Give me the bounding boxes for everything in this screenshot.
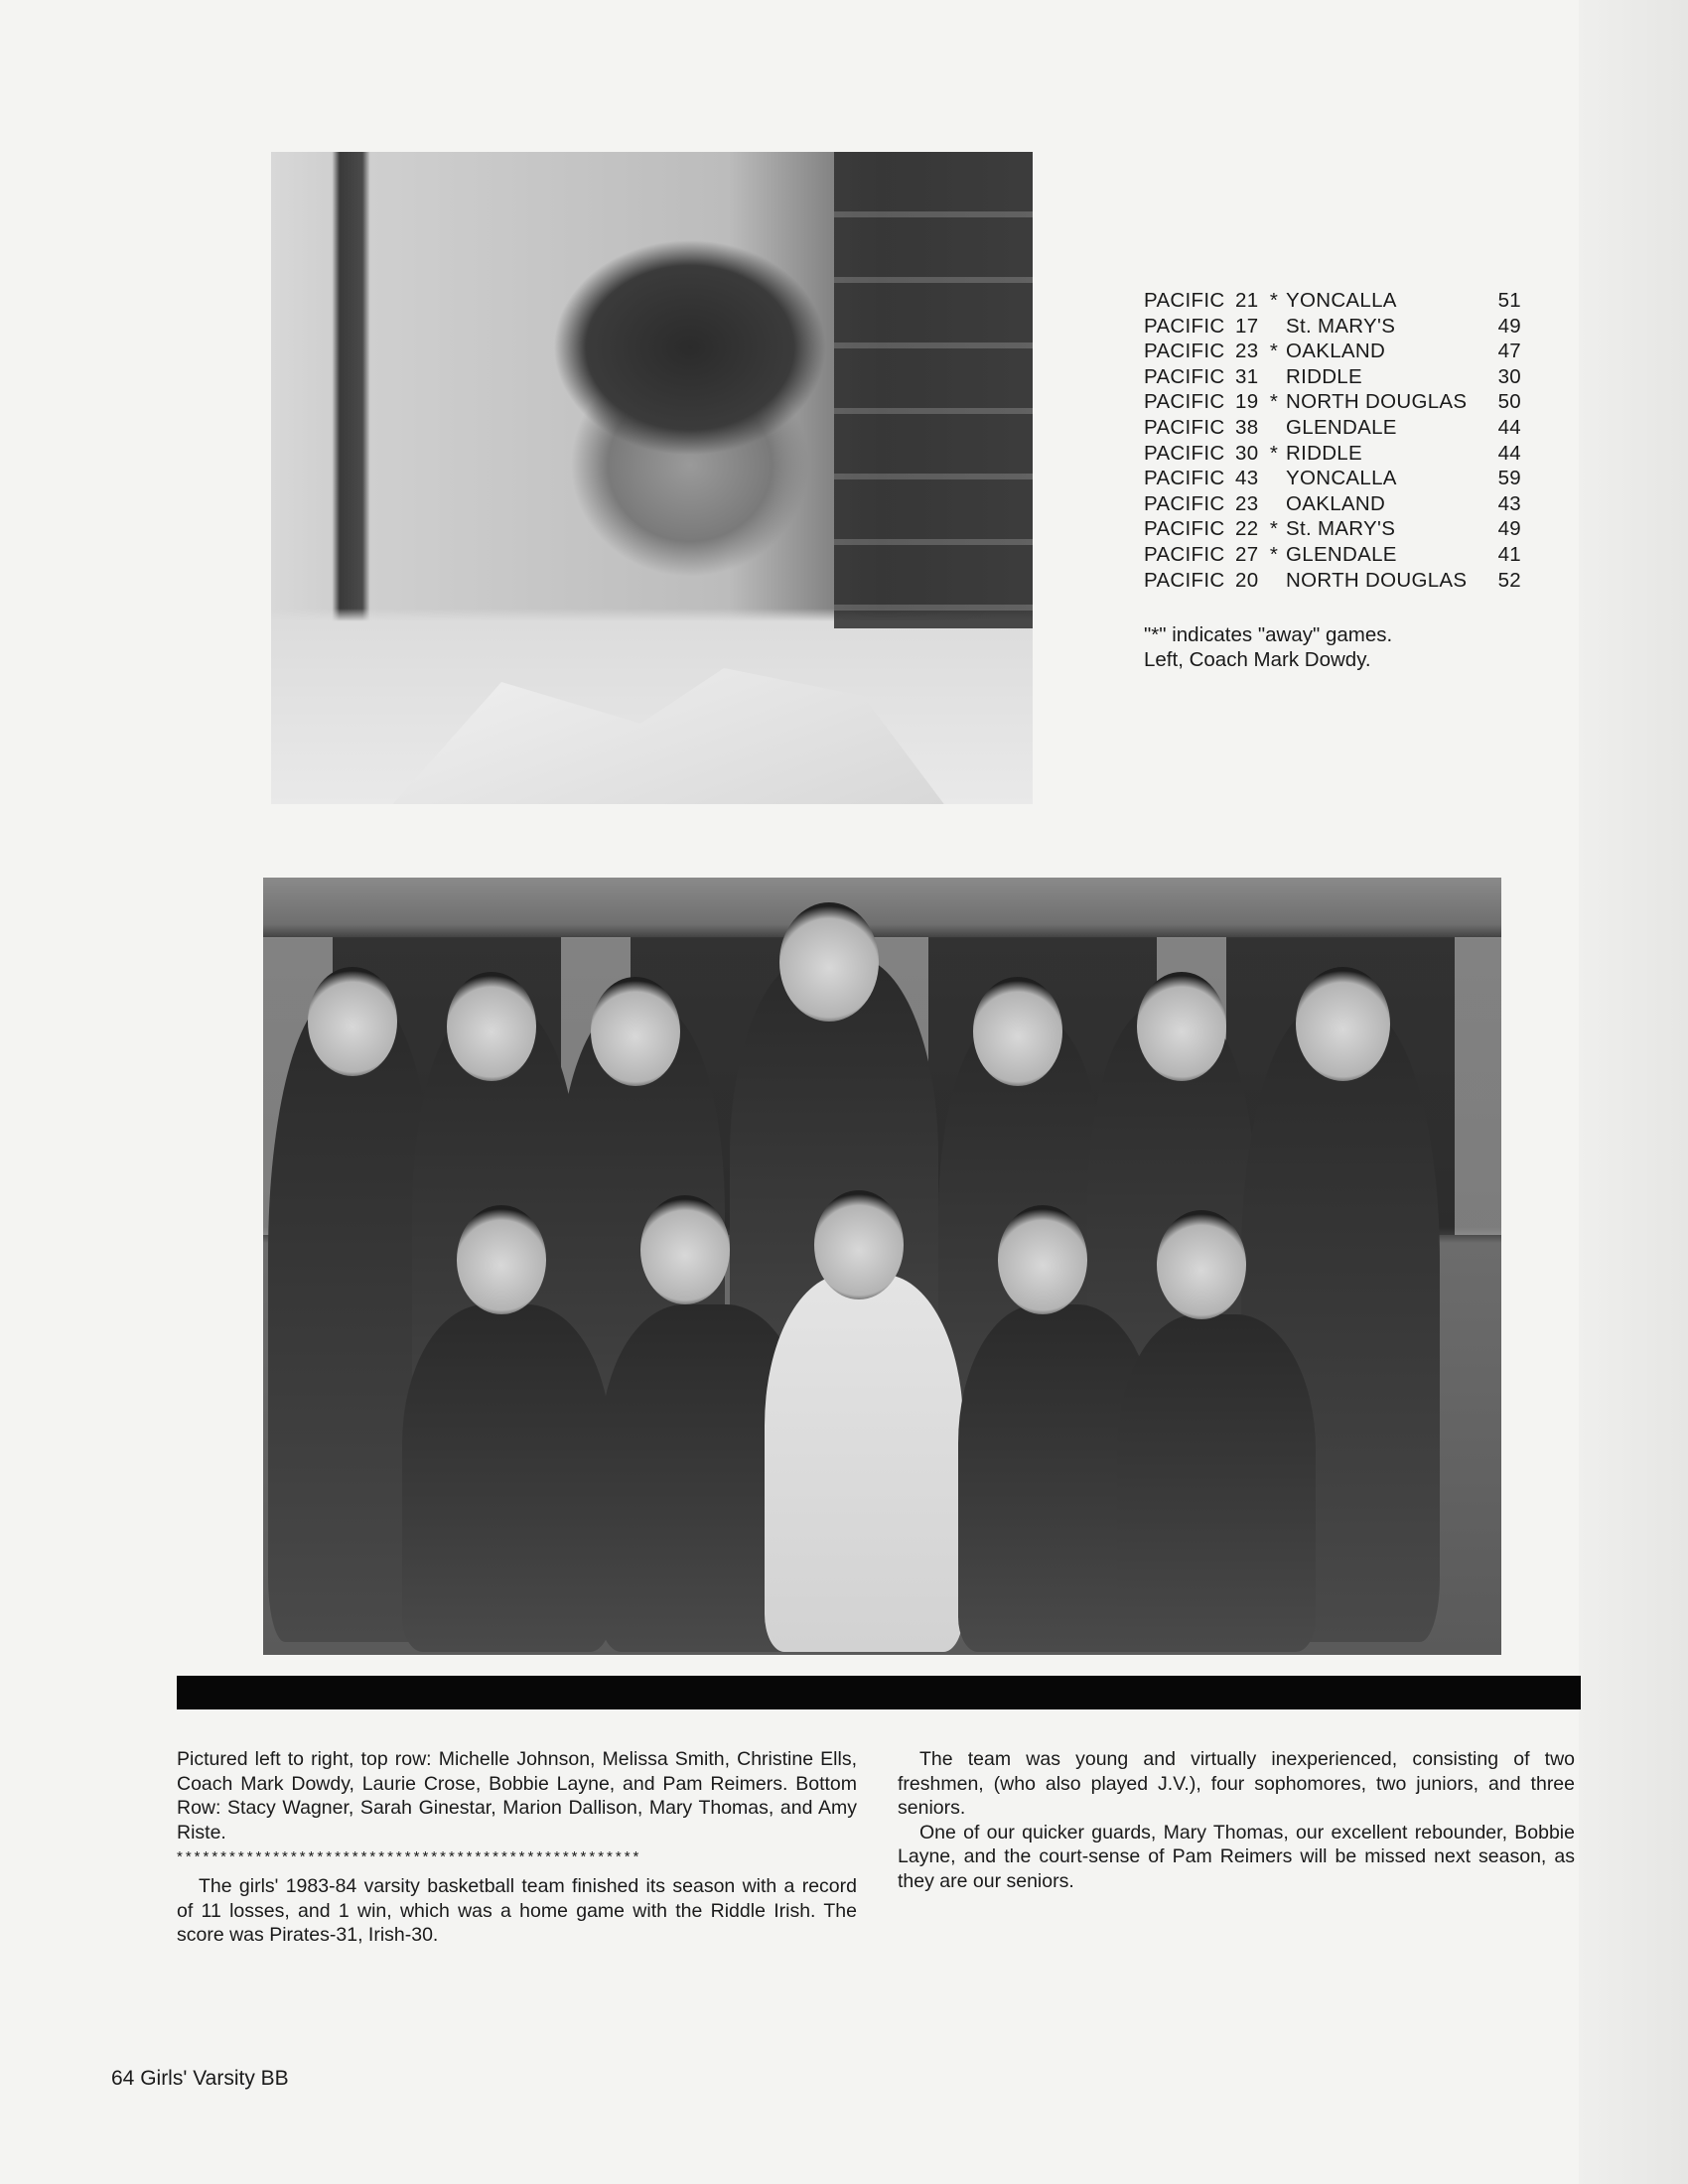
manager-face [814,1190,904,1299]
away-marker: * [1269,542,1279,566]
away-marker: * [1269,390,1279,414]
opponent-score: 51 [1497,289,1521,312]
schedule-legend [1144,622,1541,672]
article-paragraph: One of our quicker guards, Mary Thomas, our excellent rebounder, Bobbie Layne, and the court-sense of Pam Reimers will be missed next season, as they are our seniors. [898,1821,1575,1892]
section-divider-bar [177,1676,1581,1709]
bookshelf-background [834,152,1033,628]
school-name: PACIFIC [1144,415,1225,439]
schedule-row [1144,364,1521,390]
school-name: PACIFIC [1144,364,1225,388]
player-face [308,967,397,1076]
player-face [447,972,536,1081]
opponent-score: 52 [1497,568,1521,592]
pacific-score: 20 [1235,568,1259,592]
away-marker: * [1269,441,1279,465]
player-face [1157,1210,1246,1319]
schedule-row [1144,314,1521,340]
away-games-note: "*" indicates "away" games. [1144,623,1393,646]
school-name: PACIFIC [1144,289,1225,312]
article-paragraph: The girls' 1983-84 varsity basketball team finished its season with a record of 11 losses, and 1 win, which was a home game with the Riddle Irish. The score was Pirates-31, Irish-30. [177,1875,857,1946]
pacific-score: 27 [1235,542,1259,566]
opponent-score: 30 [1497,364,1521,388]
schedule-row [1144,441,1521,467]
left-text-column [177,1747,857,1948]
shirt-collar [390,668,946,804]
pacific-score: 23 [1235,340,1259,363]
coach-photo-caption: Left, Coach Mark Dowdy. [1144,648,1371,671]
player-face [973,977,1062,1086]
player-figure [1117,1314,1316,1652]
photo-caption: Pictured left to right, top row: Michelle Johnson, Melissa Smith, Christine Ells, Coach Mark Dowdy, Laurie Crose, Bobbie Layne, and Pam Reimers. Bottom Row: Stacy Wagner, Sarah Ginestar, Marion Dallison, Mary Thomas, and Amy Riste. [177,1748,857,1843]
manager-figure [765,1275,963,1652]
star-separator: ***************************************************** [177,1848,642,1865]
school-name: PACIFIC [1144,340,1225,363]
opponent-score: 49 [1497,314,1521,338]
school-name: PACIFIC [1144,390,1225,414]
opponent-score: 44 [1497,441,1521,465]
schedule-row [1144,389,1521,415]
school-name: PACIFIC [1144,441,1225,465]
pacific-score: 17 [1235,314,1259,338]
season-schedule [1144,288,1521,593]
player-face [1296,967,1390,1081]
page-edge-shadow [1579,0,1688,2184]
school-name: PACIFIC [1144,542,1225,566]
opponent-name: YONCALLA [1286,289,1397,312]
away-marker: * [1269,517,1279,541]
schedule-row [1144,516,1521,542]
opponent-score: 47 [1497,340,1521,363]
opponent-name: NORTH DOUGLAS [1286,390,1468,414]
right-text-column [898,1747,1575,1893]
opponent-name: RIDDLE [1286,441,1362,465]
coach-portrait-photo [271,152,1033,804]
article-paragraph: The team was young and virtually inexperienced, consisting of two freshmen, (who also played J.V.), four sophomores, two juniors, and three seniors. [898,1748,1575,1819]
school-name: PACIFIC [1144,491,1225,515]
opponent-score: 43 [1497,491,1521,515]
schedule-row [1144,568,1521,594]
opponent-score: 59 [1497,467,1521,490]
schedule-row [1144,339,1521,364]
pacific-score: 21 [1235,289,1259,312]
opponent-score: 41 [1497,542,1521,566]
pacific-score: 19 [1235,390,1259,414]
opponent-name: St. MARY'S [1286,517,1396,541]
school-name: PACIFIC [1144,314,1225,338]
opponent-name: RIDDLE [1286,364,1362,388]
school-name: PACIFIC [1144,517,1225,541]
opponent-name: OAKLAND [1286,491,1386,515]
pacific-score: 38 [1235,415,1259,439]
player-face [640,1195,730,1304]
away-marker: * [1269,340,1279,363]
pacific-score: 22 [1235,517,1259,541]
player-figure [402,1304,611,1652]
opponent-score: 49 [1497,517,1521,541]
schedule-row [1144,542,1521,568]
schedule-row [1144,491,1521,517]
page-footer: 64 Girls' Varsity BB [111,2067,289,2090]
schedule-row [1144,466,1521,491]
school-name: PACIFIC [1144,467,1225,490]
schedule-row [1144,288,1521,314]
player-face [1137,972,1226,1081]
player-face [998,1205,1087,1314]
opponent-name: St. MARY'S [1286,314,1396,338]
opponent-name: NORTH DOUGLAS [1286,568,1468,592]
opponent-score: 44 [1497,415,1521,439]
schedule-row [1144,415,1521,441]
pacific-score: 43 [1235,467,1259,490]
player-face [591,977,680,1086]
pacific-score: 31 [1235,364,1259,388]
opponent-name: GLENDALE [1286,542,1397,566]
away-marker: * [1269,289,1279,312]
player-face [457,1205,546,1314]
coach-face [779,902,879,1022]
opponent-name: YONCALLA [1286,467,1397,490]
pacific-score: 23 [1235,491,1259,515]
opponent-score: 50 [1497,390,1521,414]
team-group-photo [263,878,1501,1655]
pacific-score: 30 [1235,441,1259,465]
opponent-name: GLENDALE [1286,415,1397,439]
opponent-name: OAKLAND [1286,340,1386,363]
school-name: PACIFIC [1144,568,1225,592]
